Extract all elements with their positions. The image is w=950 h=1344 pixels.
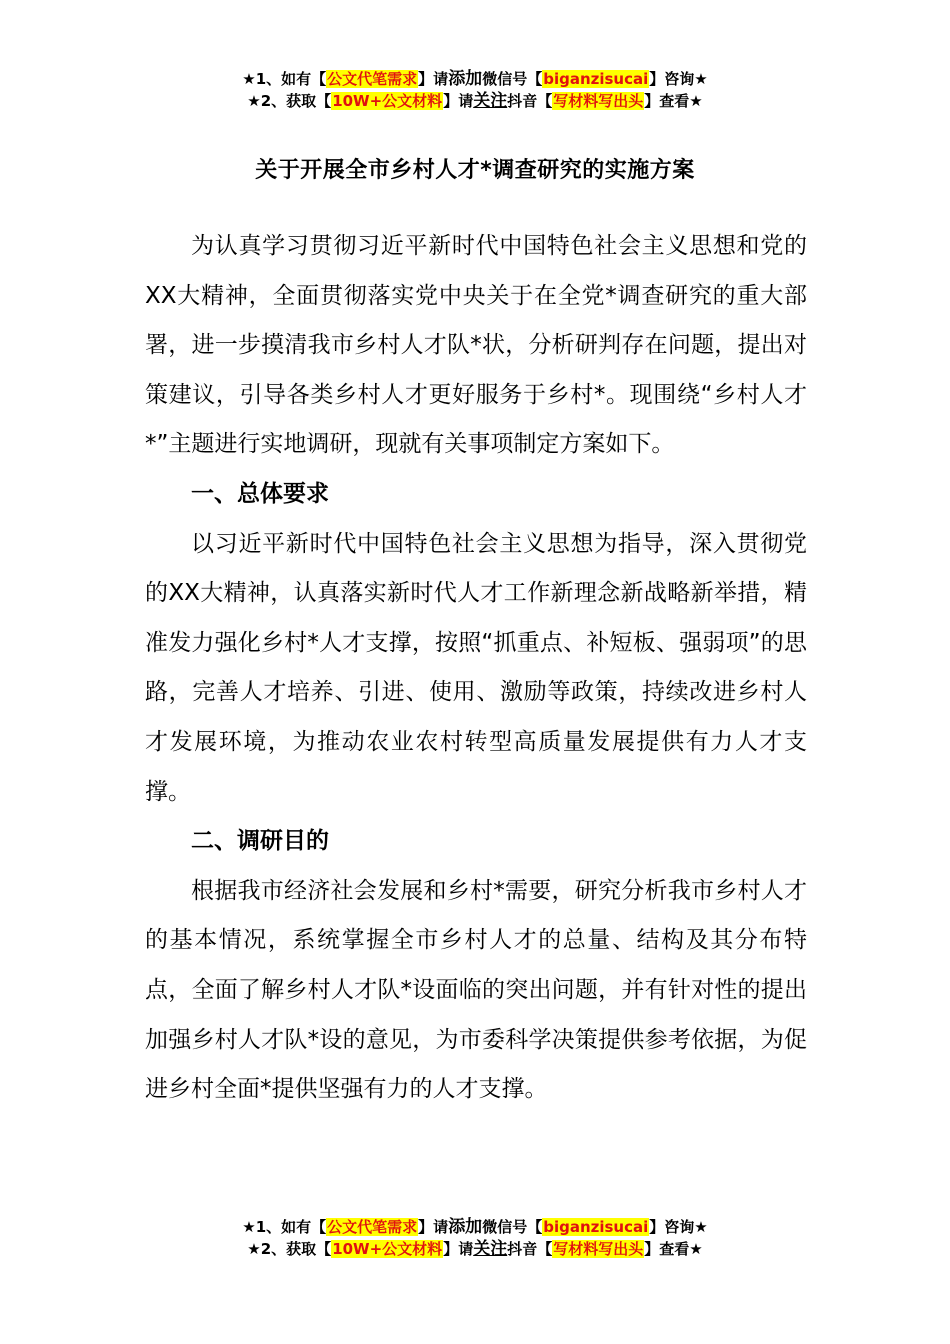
section-body-1: 以习近平新时代中国特色社会主义思想为指导，深入贯彻党的XX大精神，认真落实新时代人才工作新理念新战略新举措，精准发力强化乡村*人才支撑，按照“抓重点、补短板、强弱项”的思路，完善人才培养、引进、使用、激励等政策，持续改进乡村人才发展环境，为推动农业农村转型高质量发展提供有力人才支撑。 [145,530,807,805]
document-title: 关于开展全市乡村人才*调查研究的实施方案 [255,158,695,183]
promo-text: ★1、如有【 [242,70,327,88]
promo-text: 微信号【 [482,70,543,88]
promo-wechat-id: biganzisucai [543,1218,649,1236]
promo-douyin-account: 写材料写出头 [553,1240,644,1258]
promo-text: 微信号【 [482,1218,543,1236]
promo-line-1 [0,1216,950,1238]
promo-line-2 [0,1238,950,1260]
promo-text: 抖音【 [507,92,553,110]
promo-banner-top [0,68,950,112]
promo-text: 】请 [443,92,474,110]
promo-emphasis: 添加 [448,1217,483,1237]
promo-text: 】查看★ [644,1240,703,1258]
promo-highlight: 10W+公文材料 [332,92,443,110]
promo-text: ★2、获取【 [247,1240,332,1258]
promo-text: 】咨询★ [649,70,708,88]
promo-highlight: 公文代笔需求 [327,70,418,88]
intro-paragraph: 为认真学习贯彻习近平新时代中国特色社会主义思想和党的XX大精神，全面贯彻落实党中央关于在全党*调查研究的重大部署，进一步摸清我市乡村人才队*状，分析研判存在问题，提出对策建议，引导各类乡村人才更好服务于乡村*。现围绕“乡村人才*”主题进行实地调研，现就有关事项制定方案如下。 [145,233,807,458]
promo-text: ★1、如有【 [242,1218,327,1236]
promo-text: 】查看★ [644,92,703,110]
promo-text: 】咨询★ [649,1218,708,1236]
promo-text: 】请 [443,1240,474,1258]
section-heading-2: 二、调研目的 [191,828,329,855]
promo-text: 】请 [418,70,449,88]
promo-text: 】请 [418,1218,449,1236]
document-body [145,222,807,1115]
promo-highlight: 公文代笔需求 [327,1218,418,1236]
promo-text: ★2、获取【 [247,92,332,110]
promo-line-1 [0,68,950,90]
promo-highlight: 10W+公文材料 [332,1240,443,1258]
promo-emphasis: 关注 [473,1239,508,1259]
section-heading-1: 一、总体要求 [191,480,329,507]
promo-text: 抖音【 [507,1240,553,1258]
section-body-2: 根据我市经济社会发展和乡村*需要，研究分析我市乡村人才的基本情况，系统掌握全市乡村人才的总量、结构及其分布特点，全面了解乡村人才队*设面临的突出问题，并有针对性的提出加强乡村人才队*设的意见，为市委科学决策提供参考依据，为促进乡村全面*提供坚强有力的人才支撑。 [145,877,807,1103]
promo-wechat-id: biganzisucai [543,70,649,88]
promo-emphasis: 添加 [448,69,483,89]
promo-emphasis: 关注 [473,91,508,111]
promo-line-2 [0,90,950,112]
promo-douyin-account: 写材料写出头 [553,92,644,110]
promo-banner-bottom [0,1216,950,1260]
